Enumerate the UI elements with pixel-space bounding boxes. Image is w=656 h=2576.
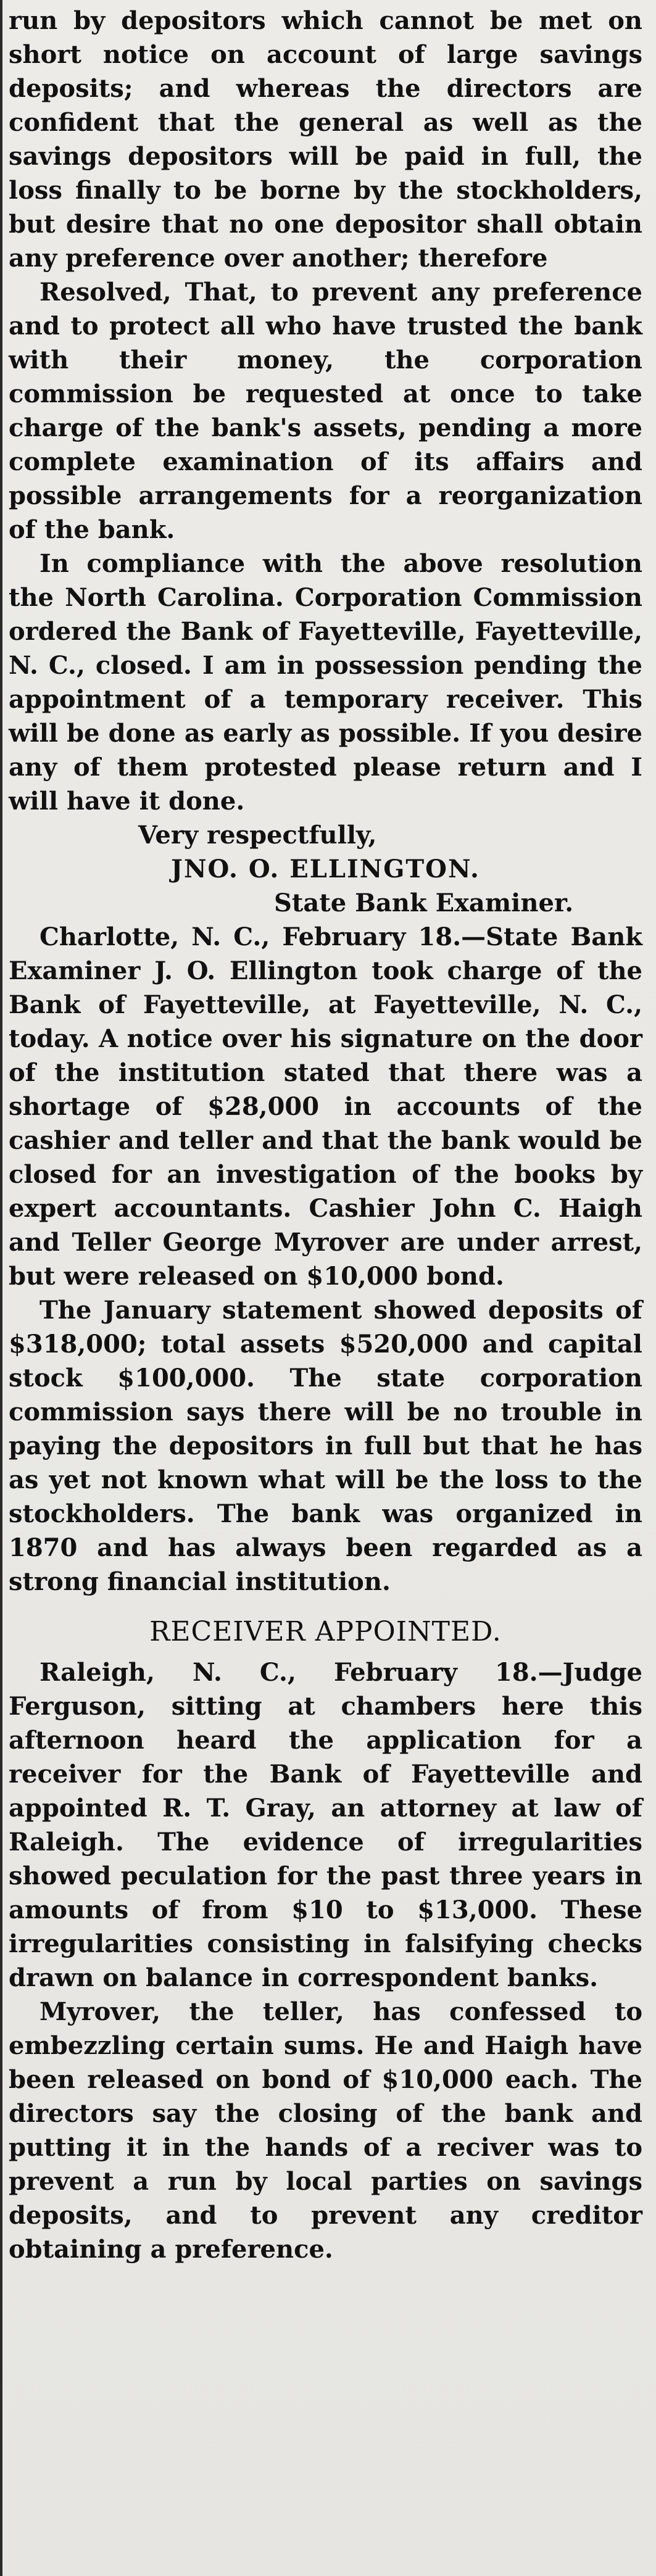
compliance-paragraph: In compliance with the above resolution the North Carolina. Corporation Commission ordered the Bank of Fayetteville, Fayetteville, N. C., closed. I am in possession pending the appointment of a temporary receiver. This will be done as early as possible. If you desire any of them protested please return and I will have it done.: [9, 549, 642, 816]
myrover-paragraph: Myrover, the teller, has confessed to embezzling certain sums. He and Haigh have been released on bond of $10,000 each. The directors say the closing of the bank and putting it in the hands of a reciver was to prevent a run by local parties on savings deposits, and to prevent any creditor obtaining a preference.: [9, 1997, 642, 2264]
charlotte-dispatch: Charlotte, N. C., February 18.—State Bank Examiner J. O. Ellington took charge of the Bank of Fayetteville, at Fayetteville, N. C., today. A notice over his signature on the door of the institution stated that there was a shortage of $28,000 in accounts of the cashier and teller and that the bank would be closed for an investigation of the books by expert accountants. Cashier John C. Haigh and Teller George Myrover are under arrest, but were released on $10,000 bond.: [9, 922, 642, 1291]
subheading: RECEIVER APPOINTED.: [149, 1616, 502, 1647]
letter-closing: Very respectfully,: [138, 821, 377, 850]
signer-title: State Bank Examiner.: [274, 888, 574, 917]
signer-name: JNO. O. ELLINGTON.: [171, 855, 480, 884]
preamble-paragraph: run by depositors which cannot be met on short notice on account of large savings deposits; and whereas the directors are confident that the general as well as the savings depositors will be paid in full, the loss finally to be borne by the stockholders, but desire that no one depositor shall obtain any preference over another; therefore: [9, 6, 642, 273]
raleigh-dispatch: Raleigh, N. C., February 18.—Judge Ferguson, sitting at chambers here this afternoon heard the application for a receiver for the Bank of Fayetteville and appointed R. T. Gray, an attorney at law of Raleigh. The evidence of irregularities showed peculation for the past three years in amounts of from $10 to $13,000. These irregularities consisting in falsifying checks drawn on balance in correspondent banks.: [9, 1658, 642, 1992]
resolution-paragraph: Resolved, That, to prevent any preference and to protect all who have trusted the bank with their money, the corporation commission be requested at once to take charge of the bank's assets, pending a more complete examination of its affairs and possible arrangements for a reorganization of the bank.: [9, 278, 642, 544]
column-rule: [0, 0, 2, 2576]
statement-paragraph: The January statement showed deposits of $318,000; total assets $520,000 and capital stock $100,000. The state corporation commission says there will be no trouble in paying the depositors in full but that he has as yet not known what will be the loss to the stockholders. The bank was organized in 1870 and has always been regarded as a strong financial institution.: [9, 1296, 642, 1596]
